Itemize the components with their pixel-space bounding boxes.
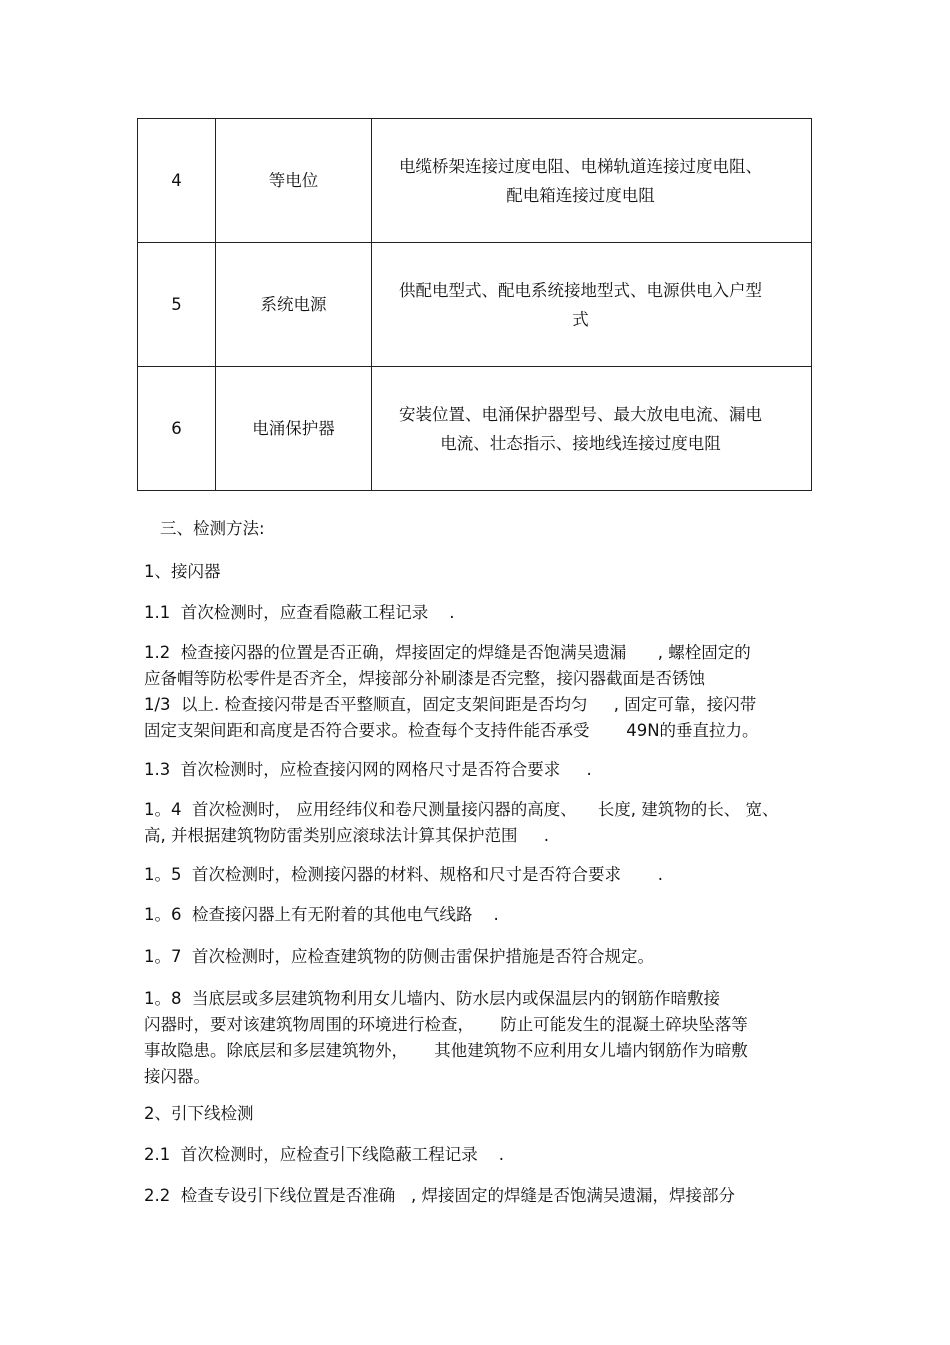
content-line: 式 [572,309,589,329]
content-line: 电流、壮态指示、接地线连接过度电阻 [440,433,721,453]
inspection-items-table [137,118,812,491]
paragraph-line: 1。6 检查接闪器上有无附着的其他电气线路 . [144,905,499,924]
paragraph-line: 2.1 首次检测时，应检查引下线隐蔽工程记录 . [144,1145,504,1164]
paragraph-line: 2、引下线检测 [144,1104,254,1123]
heading-down-conductor [144,1101,812,1127]
item-name: 等电位 [216,119,372,243]
paragraph-line: 1/3 以上. 检查接闪带是否平整顺直，固定支架间距是否均匀 , 固定可靠，接闪带 [144,695,757,714]
row-number: 6 [138,367,216,491]
paragraph-line: 1。7 首次检测时，应检查建筑物的防侧击雷保护措施是否符合规定。 [144,947,654,966]
paragraph-1-8 [144,986,812,1090]
paragraph-line: 应备帽等防松零件是否齐全，焊接部分补刷漆是否完整，接闪器截面是否锈蚀 [144,669,705,688]
section-heading: 三、检测方法: [160,519,265,538]
paragraph-1-5 [144,862,812,888]
content-line: 供配电型式、配电系统接地型式、电源供电入户型 [399,280,762,300]
paragraph-1-7 [144,944,812,970]
paragraph-line: 1.1 首次检测时，应查看隐蔽工程记录 . [144,603,455,622]
paragraph-2-2 [144,1183,812,1209]
content-line: 电缆桥架连接过度电阻、电梯轨道连接过度电阻、 [399,156,762,176]
row-number: 4 [138,119,216,243]
content-line: 安装位置、电涌保护器型号、最大放电电流、漏电 [399,404,762,424]
item-content [372,119,812,243]
paragraph-line: 高, 并根据建筑物防雷类别应滚球法计算其保护范围 . [144,826,549,845]
table-row [138,119,812,243]
paragraph-line: 1。5 首次检测时，检测接闪器的材料、规格和尺寸是否符合要求 . [144,865,663,884]
item-content [372,243,812,367]
paragraph-line: 接闪器。 [144,1067,210,1086]
paragraph-1-1 [144,600,812,626]
paragraph-line: 闪器时，要对该建筑物周围的环境进行检查， 防止可能发生的混凝土碎块坠落等 [144,1015,748,1034]
paragraph-line: 1.2 检查接闪器的位置是否正确，焊接固定的焊缝是否饱满吴遗漏 , 螺栓固定的 [144,643,751,662]
content-line: 配电箱连接过度电阻 [506,185,655,205]
item-content [372,367,812,491]
paragraph-line: 1。8 当底层或多层建筑物利用女儿墙内、防水层内或保温层内的钢筋作暗敷接 [144,989,720,1008]
paragraph-line: 1。4 首次检测时， 应用经纬仪和卷尺测量接闪器的高度、 长度, 建筑物的长、 宽、 [144,800,779,819]
paragraph-line: 固定支架间距和高度是否符合要求。检查每个支持件能否承受 49N的垂直拉力。 [144,721,759,740]
heading-lightning-receptor [144,559,812,585]
paragraph-line: 2.2 检查专设引下线位置是否准确 , 焊接固定的焊缝是否饱满吴遗漏，焊接部分 [144,1186,735,1205]
paragraph-1-6 [144,902,812,928]
paragraph-1-4 [144,797,812,849]
paragraph-line: 1.3 首次检测时，应检查接闪网的网格尺寸是否符合要求 . [144,760,592,779]
paragraph-line: 事故隐患。除底层和多层建筑物外， 其他建筑物不应利用女儿墙内钢筋作为暗敷 [144,1041,748,1060]
paragraph-1-2 [144,640,812,744]
item-name: 系统电源 [216,243,372,367]
table-row [138,367,812,491]
paragraph-2-1 [144,1142,812,1168]
table-row [138,243,812,367]
row-number: 5 [138,243,216,367]
paragraph-1-3 [144,757,812,783]
item-name: 电涌保护器 [216,367,372,491]
paragraph-line: 1、接闪器 [144,562,221,581]
